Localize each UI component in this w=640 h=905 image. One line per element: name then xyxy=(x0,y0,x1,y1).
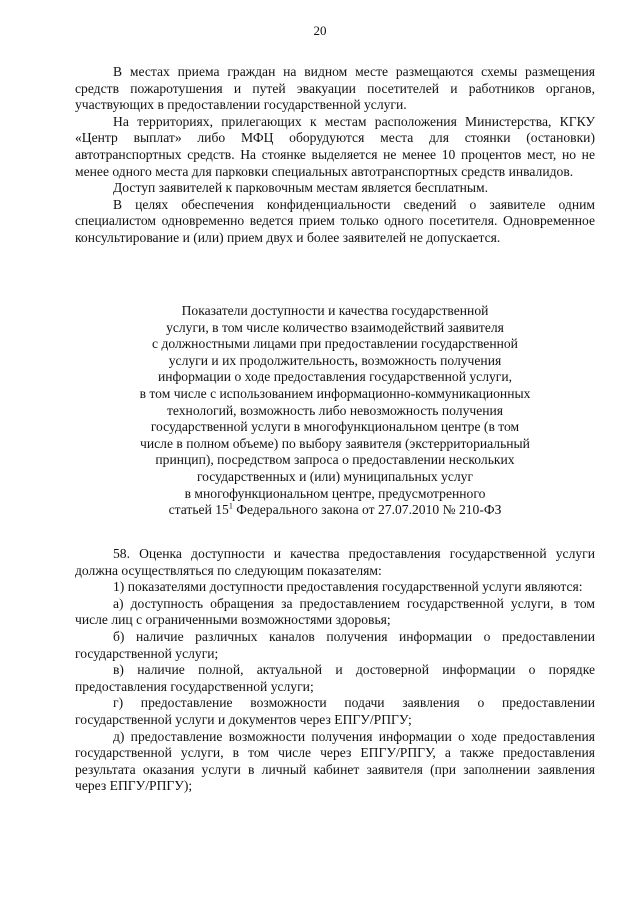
heading-last-line-end: Федерального закона от 27.07.2010 № 210-ФЗ xyxy=(232,502,502,518)
paragraph: в) наличие полной, актуальной и достоверной информации о порядке предоставления государственной услуги; xyxy=(75,662,595,694)
paragraph: д) предоставление возможности получения информации о ходе предоставления государственной услуги, в том числе через ЕПГУ/РПГУ, а также предоставления результата оказания услуги в личный кабинет заявителя (при заполнении заявления через ЕПГУ/РПГУ); xyxy=(75,728,595,794)
paragraphs-bottom xyxy=(75,546,595,795)
paragraph: 58. Оценка доступности и качества предоставления государственной услуги должна осуществляться по следующим показателям: xyxy=(75,546,595,578)
paragraph: На территориях, прилегающих к местам расположения Министерства, КГКУ «Центр выплат» либо МФЦ оборудуются места для стоянки (остановки) автотранспортных средств. На стоянке выделяется не менее 10 процентов мест, но не менее одного места для парковки специальных автотранспортных средств инвалидов. xyxy=(75,113,595,179)
heading-line: информации о ходе предоставления государственной услуги, xyxy=(157,369,513,385)
superscript: 1 xyxy=(228,501,233,511)
paragraph: В местах приема граждан на видном месте размещаются схемы размещения средств пожаротушения и путей эвакуации посетителей и работников органов, участвующих в предоставлении государственной услуги. xyxy=(75,64,595,113)
section-heading xyxy=(75,303,595,519)
heading-last-line xyxy=(75,502,595,519)
paragraph: 1) показателями доступности предоставления государственной услуги являются: xyxy=(113,579,583,595)
paragraph: г) предоставление возможности подачи заявления о предоставлении государственной услуги и документов через ЕПГУ/РПГУ; xyxy=(75,695,595,727)
heading-line: с должностными лицами при предоставлении государственной xyxy=(152,336,518,352)
heading-line: в многофункциональном центре, предусмотренного xyxy=(184,485,486,501)
heading-line: числе в полном объеме) по выбору заявителя (экстерриториальный xyxy=(140,435,530,451)
heading-line: услуги, в том числе количество взаимодействий заявителя xyxy=(166,319,504,335)
page-number: 20 xyxy=(313,23,327,38)
heading-line: принцип), посредством запроса о предоставлении нескольких xyxy=(155,452,515,468)
paragraph: б) наличие различных каналов получения информации о предоставлении государственной услуги; xyxy=(75,628,595,661)
heading-last-line-start: статьей 15 xyxy=(168,502,229,518)
heading-line: технологий, возможность либо невозможность получения xyxy=(166,402,504,418)
paragraphs-top xyxy=(75,64,595,247)
paragraph: а) доступность обращения за предоставлением государственной услуги, в том числе лиц с ограниченными возможностями здоровья; xyxy=(75,595,595,628)
heading-line: государственных и (или) муниципальных услуг xyxy=(196,468,474,484)
heading-line: Показатели доступности и качества государственной xyxy=(181,303,489,318)
heading-line: услуги и их продолжительность, возможность получения xyxy=(168,352,502,368)
heading-line: государственной услуги в многофункциональном центре (в том xyxy=(150,419,520,435)
paragraph: В целях обеспечения конфиденциальности сведений о заявителе одним специалистом одновременно ведется прием только одного посетителя. Одновременное консультирование и (или) прием двух и более заявителей не допускается. xyxy=(75,196,595,245)
heading-line: в том числе с использованием информационно-коммуникационных xyxy=(139,385,531,401)
paragraph: Доступ заявителей к парковочным местам является бесплатным. xyxy=(113,180,489,196)
